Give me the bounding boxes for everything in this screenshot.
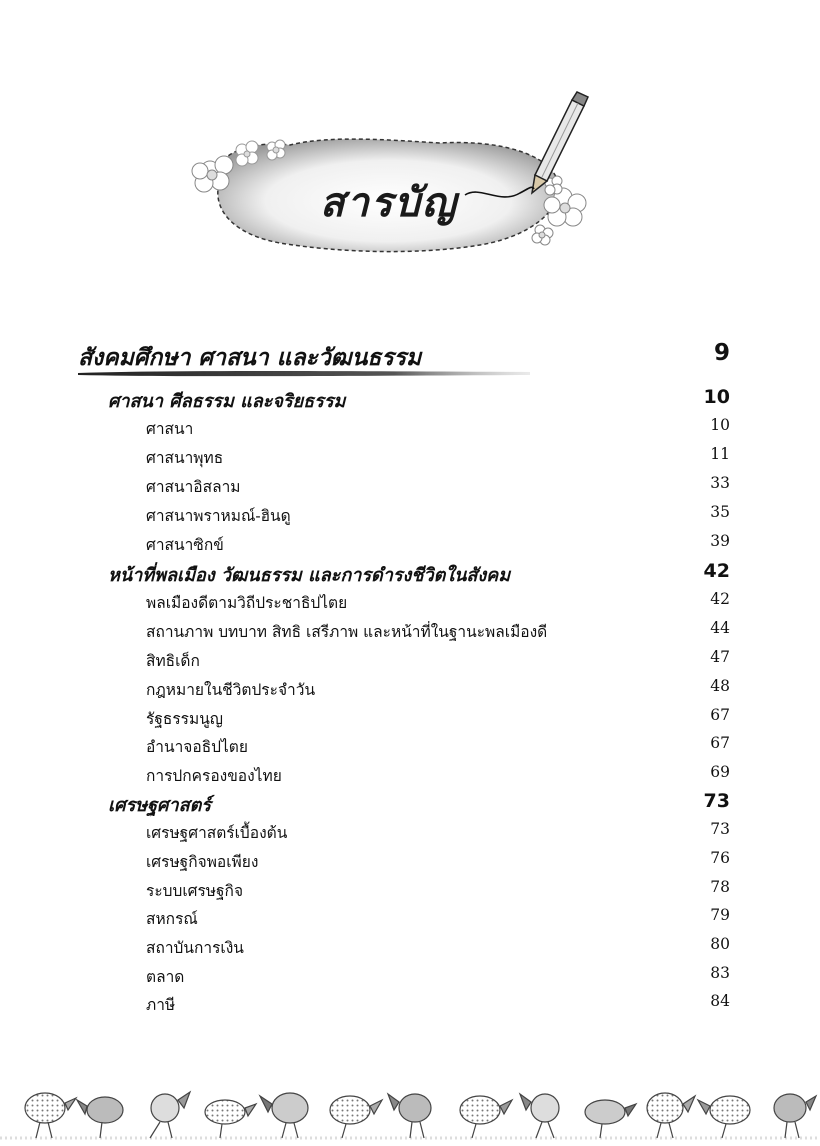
topic-page-number: 76	[710, 849, 730, 867]
toc-topic[interactable]	[0, 648, 820, 676]
topic-title: สถานภาพ บทบาท สิทธิ เสรีภาพ และหน้าที่ในฐานะพลเมืองดี	[146, 623, 548, 641]
topic-page-number: 79	[710, 906, 730, 924]
topic-title: สหกรณ์	[146, 910, 198, 928]
toc-chapter[interactable]	[0, 386, 820, 414]
toc-topic[interactable]	[0, 503, 820, 531]
topic-title: ระบบเศรษฐกิจ	[146, 882, 244, 900]
topic-title: กฎหมายในชีวิตประจำวัน	[146, 681, 316, 699]
chapter-page-number: 10	[703, 386, 730, 408]
topic-page-number: 83	[710, 964, 730, 982]
topic-title: เศรษฐศาสตร์เบื้องต้น	[146, 824, 288, 842]
topic-title: พลเมืองดีตามวิถีประชาธิปไตย	[146, 594, 348, 612]
toc-topic[interactable]	[0, 935, 820, 963]
chapter-page-number: 42	[703, 560, 730, 582]
toc-topic[interactable]	[0, 590, 820, 618]
section-page-number: 9	[713, 340, 730, 366]
topic-page-number: 48	[710, 677, 730, 695]
topic-page-number: 84	[710, 992, 730, 1010]
topic-page-number: 67	[710, 734, 730, 752]
toc-topic[interactable]	[0, 416, 820, 444]
toc-topic[interactable]	[0, 964, 820, 992]
topic-page-number: 73	[710, 820, 730, 838]
bird-border-decoration	[0, 1078, 820, 1146]
topic-page-number: 47	[710, 648, 730, 666]
topic-title: รัฐธรรมนูญ	[146, 710, 224, 728]
topic-page-number: 69	[710, 763, 730, 781]
toc-chapter[interactable]	[0, 560, 820, 588]
toc-topic[interactable]	[0, 706, 820, 734]
topic-page-number: 80	[710, 935, 730, 953]
brush-divider	[78, 369, 530, 377]
topic-page-number: 78	[710, 878, 730, 896]
section-title: สังคมศึกษา ศาสนา และวัฒนธรรม	[78, 345, 422, 371]
topic-title: ศาสนาพราหมณ์-ฮินดู	[146, 507, 291, 525]
chapter-title: ศาสนา ศีลธรรม และจริยธรรม	[108, 391, 346, 412]
chapter-title: เศรษฐศาสตร์	[108, 795, 211, 816]
toc-topic[interactable]	[0, 445, 820, 473]
toc-topic[interactable]	[0, 619, 820, 647]
toc-topic[interactable]	[0, 820, 820, 848]
toc-chapter[interactable]	[0, 790, 820, 818]
topic-title: ศาสนาซิกข์	[146, 536, 224, 554]
topic-title: สิทธิเด็ก	[146, 652, 200, 670]
toc-topic[interactable]	[0, 734, 820, 762]
toc-topic[interactable]	[0, 474, 820, 502]
page-title: สารบัญ	[320, 180, 458, 226]
toc-topic[interactable]	[0, 677, 820, 705]
topic-title: สถาบันการเงิน	[146, 939, 244, 957]
flower-icon	[192, 156, 233, 192]
topic-title: ตลาด	[146, 968, 185, 986]
chapter-title: หน้าที่พลเมือง วัฒนธรรม และการดำรงชีวิตในสังคม	[108, 565, 511, 586]
chapter-page-number: 73	[703, 790, 730, 812]
topic-title: ศาสนาพุทธ	[146, 449, 224, 467]
toc-topic[interactable]	[0, 906, 820, 934]
toc-topic[interactable]	[0, 992, 820, 1020]
toc-topic[interactable]	[0, 763, 820, 791]
topic-page-number: 11	[710, 445, 730, 463]
topic-page-number: 39	[710, 532, 730, 550]
topic-title: การปกครองของไทย	[146, 767, 282, 785]
topic-title: ศาสนาอิสลาม	[146, 478, 241, 496]
topic-page-number: 42	[710, 590, 730, 608]
topic-page-number: 35	[710, 503, 730, 521]
toc-topic[interactable]	[0, 532, 820, 560]
bird-icon	[25, 1093, 76, 1138]
topic-page-number: 44	[710, 619, 730, 637]
topic-title: เศรษฐกิจพอเพียง	[146, 853, 259, 871]
topic-title: ศาสนา	[146, 420, 194, 438]
topic-title: ภาษี	[146, 996, 176, 1014]
topic-page-number: 10	[710, 416, 730, 434]
topic-page-number: 67	[710, 706, 730, 724]
topic-title: อำนาจอธิปไตย	[146, 738, 248, 756]
toc-topic[interactable]	[0, 878, 820, 906]
toc-topic[interactable]	[0, 849, 820, 877]
topic-page-number: 33	[710, 474, 730, 492]
